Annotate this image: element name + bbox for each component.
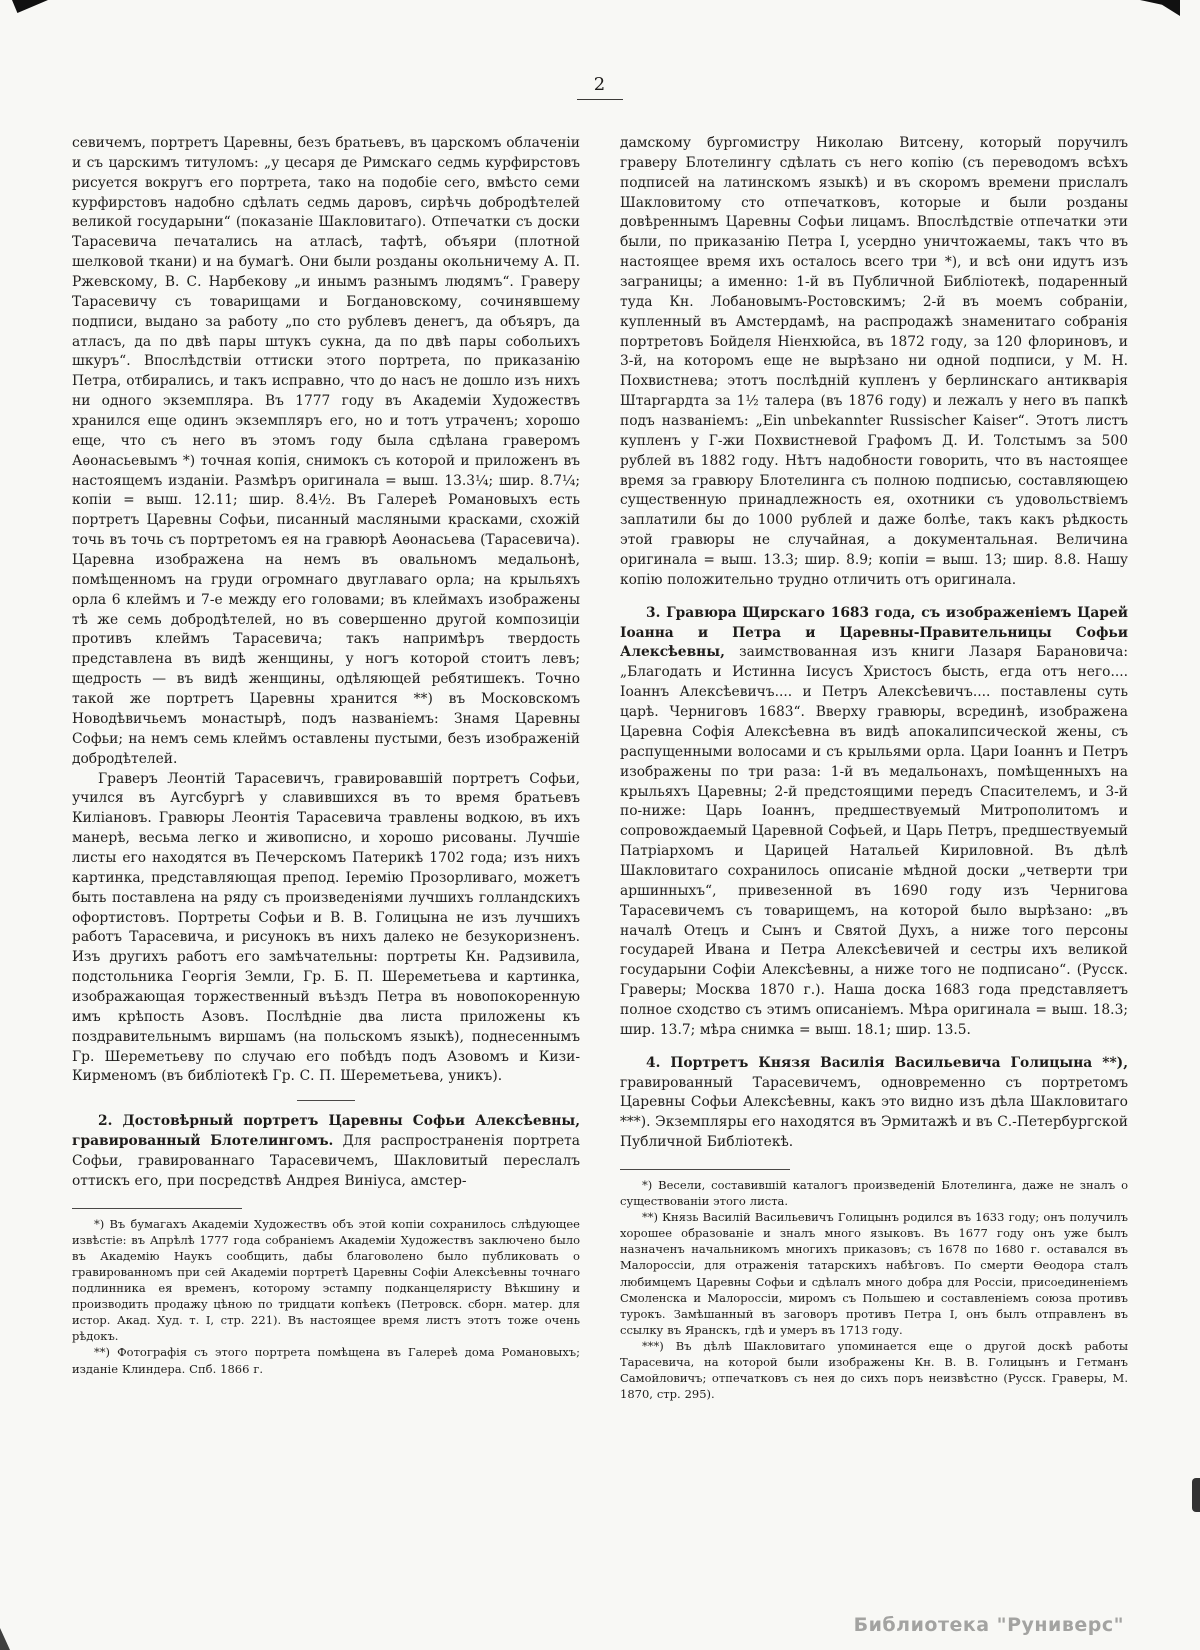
- scan-artifact-right-edge: [1192, 1478, 1200, 1512]
- paragraph-tarasevich: Граверъ Леонтій Тарасевичъ, гравировавшій портретъ Софьи, учился въ Аугсбургѣ у славившихся въ то время братьевъ Киліановъ. Гравюры Леонтія Тарасевича травлены водкою, въ ихъ манерѣ, весьма легко и живописно, и хорошо рисованы. Лучшіе листы его находятся въ Печерскомъ Патерикѣ 1702 года; изъ нихъ картинка, представляющая препод. Іеремію Прозорливаго, можетъ быть поставлена на ряду съ произведеніями лучшихъ голландскихъ офортистовъ. Портреты Софьи и В. В. Голицына не изъ лучшихъ работъ Тарасевича, и рисунокъ въ нихъ далеко не безукоризненъ. Изъ другихъ работъ его замѣчательны: портреты Кн. Радзивила, подстольника Георгія Земли, Гр. Б. П. Шереметьева и картинка, изображающая торжественный въѣздъ Петра въ новопокоренную имъ крѣпость Азовъ. Послѣдніе два листа приложены къ поздравительнымъ виршамъ (на польскомъ языкѣ), поднесеннымъ Гр. Шереметьеву по случаю его побѣдъ подъ Азовомъ и Кизи-Кирменомъ (въ библіотекѣ Гр. С. П. Шереметьева, уникъ).: [72, 770, 580, 1085]
- scan-artifact-top-left: [12, 0, 48, 13]
- scan-artifact-top-right: [1140, 0, 1180, 16]
- section-4-paragraph: [620, 1054, 1128, 1153]
- footnote: [620, 1338, 1128, 1402]
- footnote-separator-right: [620, 1169, 790, 1170]
- footnote-marker: *): [642, 1177, 653, 1192]
- footnote: [72, 1216, 580, 1345]
- paragraph-continuation-left: севичемъ, портретъ Царевны, безъ братьевъ, въ царскомъ облаченіи и съ царскимъ титуломъ: „у цесаря де Римскаго седмь курфирстовъ рисуется вокругъ его портрета, тако на подобіе сего, вмѣсто семи курфирстовъ надобно сдѣлать седмь даровъ, сирѣчь добродѣтелей великой государыни“ (показаніе Шакловитаго). Отпечатки съ доски Тарасевича печатались на атласѣ, тафтѣ, объяри (плотной шелковой ткани) и на бумагѣ. Они были розданы окольничему А. П. Ржевскому, В. С. Нарбекову „и инымъ разнымъ людямъ“. Граверу Тарасевичу съ товарищами и Богдановскому, сочинявшему подписи, выдано за работу „по сто рублевъ денегъ, да объяръ, да атласъ, да по двѣ пары штукъ сукна, да по двѣ пары собольихъ шкуръ“. Впослѣдствіи оттиски этого портрета, по приказанію Петра, отбирались, и такъ исправно, что до насъ не дошло изъ нихъ ни одного экземпляра. Въ 1777 году въ Академіи Художествъ хранился еще одинъ экземпляръ его, но и тотъ утраченъ; хорошо еще, что съ него въ этомъ году была сдѣлана граверомъ Аѳонасьевымъ *) точная копія, снимокъ съ которой и приложенъ въ настоящемъ изданіи. Размѣръ оригинала = выш. 13.3¼; шир. 8.7¼; копіи = выш. 12.11; шир. 8.4½. Въ Галереѣ Романовыхъ есть портретъ Царевны Софьи, писанный масляными красками, схожій точь въ точь съ портретомъ ея на гравюрѣ Аѳонасьева (Тарасевича). Царевна изображена на немъ въ овальномъ медальонѣ, помѣщенномъ на груди огромнаго двуглаваго орла; на крыльяхъ орла 6 клеймъ и 7-е между его головами; въ клеймахъ изображены тѣ же семь добродѣтелей, но въ совершенно другой композиціи противъ клеймъ Тарасевича; такъ напримѣръ твердость представлена въ видѣ женщины, у ногъ которой стоитъ левъ; щедрость — въ видѣ женщины, одѣляющей ребятишекъ. Точно такой же портретъ Царевны хранится **) въ Московскомъ Новодѣвичьемъ монастырѣ, подъ названіемъ: Знамя Царевны Софьи; на немъ семь клеймъ оставлены пустыми, безъ изображеній добродѣтелей.: [72, 135, 580, 767]
- section-3-paragraph: [620, 604, 1128, 1041]
- page-body: [72, 134, 1128, 1402]
- footnote: [620, 1177, 1128, 1209]
- section-4-text: гравированный Тарасевичемъ, одновременно съ портретомъ Царевны Софьи Алексѣевны, какъ это видно изъ дѣла Шакловитаго ***). Экземпляры его находятся въ Эрмитажѣ и въ С.-Петербургской Публичной Библіотекѣ.: [620, 1074, 1128, 1151]
- section-separator: [297, 1100, 355, 1101]
- left-column: [72, 134, 580, 1402]
- footnote-text: Князь Василій Васильевичъ Голицынъ родился въ 1633 году; онъ получилъ хорошее образованіе и зналъ много языковъ. Въ 1677 году онъ уже былъ назначенъ начальникомъ многихъ приказовъ; съ 1678 по 1680 г. оставался въ Малороссіи, для отраженія татарскихъ набѣговъ. По смерти Ѳеодора сталъ любимцемъ Царевны Софьи и сдѣлалъ много добра для Россіи, присоединеніемъ Смоленска и Малороссіи, миромъ съ Польшею и составленіемъ союза противъ турокъ. Замѣшанный въ заговоръ противъ Петра I, онъ былъ отправленъ въ ссылку въ Яранскъ, гдѣ и умеръ въ 1713 году.: [620, 1210, 1128, 1337]
- section-3-heading: 3. Гравюра Щирскаго 1683 года, съ изображеніемъ Царей Іоанна и Петра и Царевны-Правительницы Софьи Алексѣевны,: [620, 604, 1128, 661]
- footnote-text: Въ дѣлѣ Шакловитаго упоминается еще о другой доскѣ работы Тарасевича, на которой были изображены Кн. В. В. Голицынъ и Гетманъ Самойловичъ; отпечатковъ съ нея до сихъ поръ неизвѣстно (Русск. Граверы, М. 1870, стр. 295).: [620, 1338, 1128, 1402]
- watermark: Библиотека "Руниверс": [853, 1614, 1124, 1636]
- section-2-text: Для распространенія портрета Софьи, гравированнаго Тарасевичемъ, Шакловитый переслалъ оттискъ его, при посредствѣ Андрея Виніуса, амстер-: [72, 1133, 580, 1189]
- footnote-text: Весели, составившій каталогъ произведеній Блотелинга, даже не зналъ о существованіи этого листа.: [620, 1177, 1129, 1209]
- footnote-text: Фотографія съ этого портрета помѣщена въ Галереѣ дома Романовыхъ; изданіе Клиндера. Спб. 1866 г.: [72, 1345, 580, 1376]
- section-2-heading: 2. Достовѣрный портретъ Царевны Софьи Алексѣевны, гравированный Блотелингомъ.: [72, 1113, 580, 1150]
- page-number-rule: [577, 99, 623, 100]
- footnote-marker: **): [642, 1210, 658, 1225]
- footnote-marker: *): [94, 1216, 105, 1231]
- paragraph-continuation-right: дамскому бургомистру Николаю Витсену, который поручилъ граверу Блотелингу сдѣлать съ него копію (съ переводомъ всѣхъ подписей на латинскомъ языкѣ) и въ скоромъ времени прислалъ Шакловитому сто отпечатковъ, которые и были розданы довѣреннымъ Царевны Софьи лицамъ. Впослѣдствіе отпечатки эти были, по приказанію Петра I, усердно уничтожаемы, такъ что въ настоящее время ихъ осталось всего три *), и всѣ они идутъ изъ заграницы; а именно: 1-й въ Публичной Библіотекѣ, подаренный туда Кн. Лобановымъ-Ростовскимъ; 2-й въ моемъ собраніи, купленный въ Амстердамѣ, на распродажѣ знаменитаго собранія портретовъ Бойделя Ніенхюйса, въ 1872 году, за 120 флориновъ, и 3-й, на которомъ еще не вырѣзано ни одной подписи, у М. Н. Похвистнева; этотъ послѣдній купленъ у берлинскаго антикварія Штаргардта за 1½ талера (въ 1876 году) и лежалъ у него въ папкѣ подъ названіемъ: „Ein unbekannter Russischer Kaiser“. Этотъ листъ купленъ у Г-жи Похвистневой Графомъ Д. И. Толстымъ за 500 рублей въ 1882 году. Нѣтъ надобности говорить, что въ настоящее время за гравюру Блотелинга съ полною подписью, составляющею существенную принадлежность ея, охотники съ удовольствіемъ заплатили бы до 1000 рублей и даже болѣе, такъ какъ рѣдкость этой гравюры не случайная, а документальная. Величина оригинала = выш. 13.3; шир. 8.9; копіи = выш. 13; шир. 8.8. Нашу копію положительно трудно отличить отъ оригинала.: [620, 135, 1128, 588]
- footnote-marker: **): [94, 1345, 110, 1360]
- footnote-separator-left: [72, 1208, 242, 1209]
- footnote-marker: ***): [642, 1338, 664, 1353]
- footnote-text: Въ бумагахъ Академіи Художествъ объ этой копіи сохранилось слѣдующее извѣстіе: въ Апрѣлѣ 1777 года собраніемъ Академіи Художествъ заключено было въ Академію Наукъ сообщить, дабы благоволено было публиковать о гравированномъ при сей Академіи портретѣ Царевны Софіи Алексѣевны точнаго подлинника ея временъ, которому эстампу подканцеляристу Вѣкшину и производить продажу цѣною по тридцати копѣекъ (Петровск. сборн. матер. для истор. Акад. Худ. т. I, стр. 221). Въ настоящее время листъ этотъ тоже очень рѣдокъ.: [72, 1216, 580, 1344]
- section-4-heading: 4. Портретъ Князя Василія Васильевича Голицына **),: [646, 1054, 1128, 1071]
- footnote: [72, 1344, 580, 1376]
- section-3-text: заимствованная изъ книги Лазаря Барановича: „Благодать и Истинна Іисусъ Христосъ бысть, егда отъ него.... Іоаннъ Алексѣевичъ.... и Петръ Алексѣевичъ.... поставлены суть царѣ. Черниговъ 1683“. Вверху гравюры, всрединѣ, изображена Царевна Софія Алексѣевна въ видѣ апокалипсической жены, съ распущенными волосами и съ крыльями орла. Цари Іоаннъ и Петръ изображены по три раза: 1-й въ медальонахъ, помѣщенныхъ на крыльяхъ Царевны; 2-й предстоящими передъ Спасителемъ, и 3-й по-ниже: Царь Іоаннъ, предшествуемый Митрополитомъ и сопровождаемый Царевной Софьей, и Царь Петръ, предшествуемый Патріархомъ и Царицей Натальей Кириловной. Въ дѣлѣ Шакловитаго сохранилось описаніе мѣдной доски „четверти три аршинныхъ“, привезенной въ 1690 году изъ Чернигова Тарасевичемъ съ товарищемъ, на которой было вырѣзано: „въ началѣ Отецъ и Сынъ и Святой Духъ, а ниже того персоны государей Ивана и Петра Алексѣевичей и сестры ихъ великой государыни Софіи Алексѣевны, а ниже того не подписано“. (Русск. Граверы; Москва 1870 г.). Наша доска 1683 года представляетъ полное сходство съ этимъ описаніемъ. Мѣра оригинала = выш. 18.3; шир. 13.7; мѣра снимка = выш. 18.1; шир. 13.5.: [620, 644, 1128, 1038]
- page-number: 2: [593, 74, 607, 95]
- scan-artifact-bottom-left: [0, 1628, 10, 1650]
- page-header: [0, 74, 1200, 100]
- right-column: [620, 134, 1128, 1402]
- section-2-paragraph: [72, 1112, 580, 1191]
- footnote: [620, 1209, 1128, 1338]
